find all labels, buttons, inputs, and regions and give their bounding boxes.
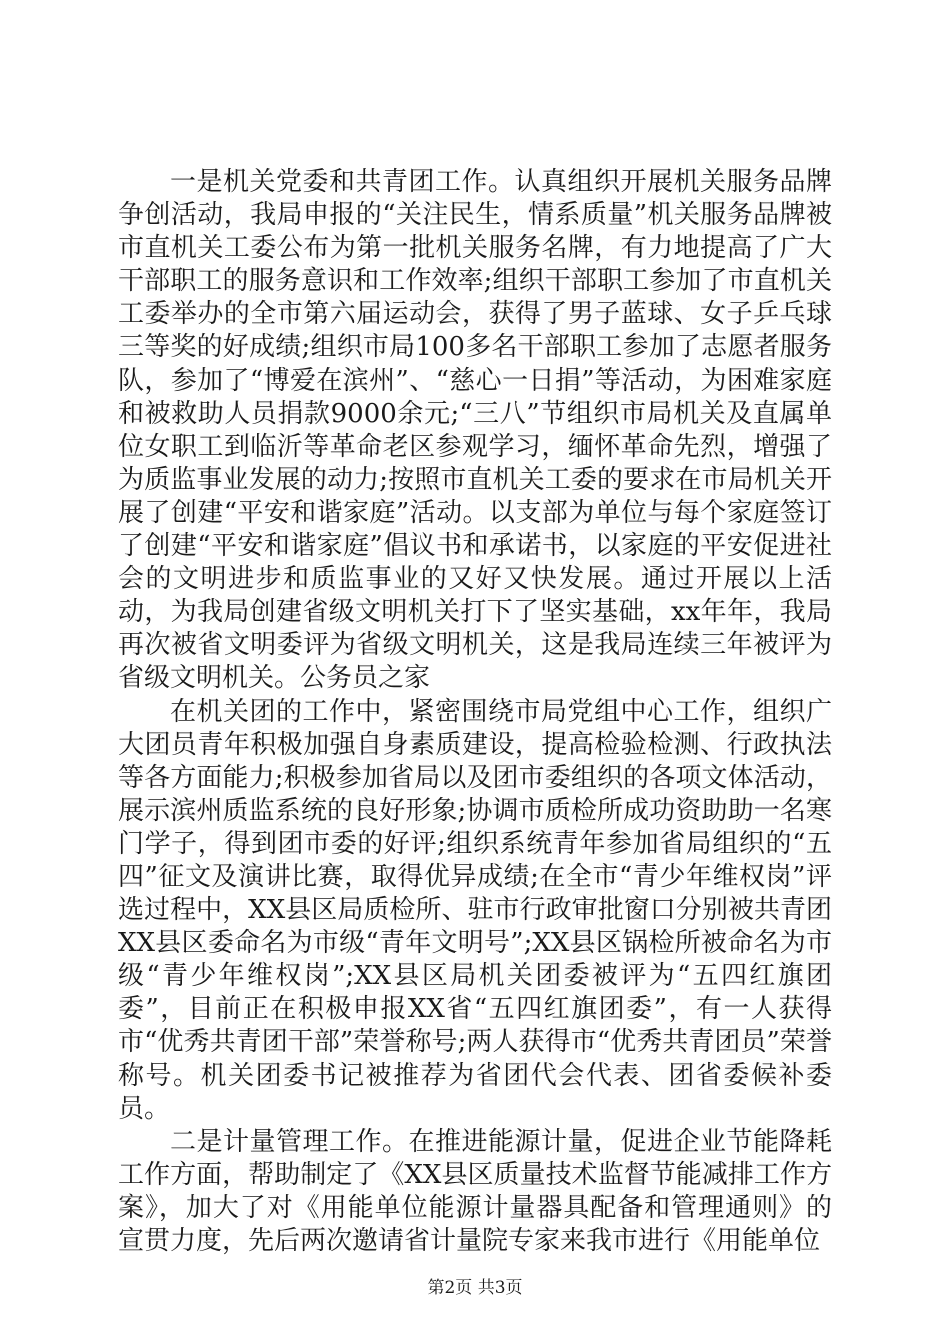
paragraph-metrology-work: 二是计量管理工作。在推进能源计量，促进企业节能降耗工作方面，帮助制定了《XX县区质量技术监督节能减排工作方案》，加大了对《用能单位能源计量器具配备和管理通则》的宣贯力度，先后两次邀请省计量院专家来我市进行《用能单位 [118, 1126, 832, 1256]
paragraph-party-youth-work: 一是机关党委和共青团工作。认真组织开展机关服务品牌争创活动，我局申报的“关注民生，情系质量”机关服务品牌被市直机关工委公布为第一批机关服务名牌，有力地提高了广大干部职工的服务意识和工作效率;组织干部职工参加了市直机关工委举办的全市第六届运动会，获得了男子蓝球、女子乒乓球三等奖的好成绩;组织市局100多名干部职工参加了志愿者服务队，参加了“博爱在滨州”、“慈心一日捐”等活动，为困难家庭和被救助人员捐款9000余元;“三八”节组织市局机关及直属单位女职工到临沂等革命老区参观学习，缅怀革命先烈，增强了为质监事业发展的动力;按照市直机关工委的要求在市局机关开展了创建“平安和谐家庭”活动。以支部为单位与每个家庭签订了创建“平安和谐家庭”倡议书和承诺书，以家庭的平安促进社会的文明进步和质监事业的又好又快发展。通过开展以上活动，为我局创建省级文明机关打下了坚实基础，xx年年，我局再次被省文明委评为省级文明机关，这是我局连续三年被评为省级文明机关。公务员之家 [118, 167, 832, 694]
page-footer: 第2页 共3页 [427, 1278, 523, 1298]
paragraph-youth-league-work: 在机关团的工作中，紧密围绕市局党组中心工作，组织广大团员青年积极加强自身素质建设，提高检验检测、行政执法等各方面能力;积极参加省局以及团市委组织的各项文体活动，展示滨州质监系统的良好形象;协调市质检所成功资助助一名寒门学子，得到团市委的好评;组织系统青年参加省局组织的“五四”征文及演讲比赛，取得优异成绩;在全市“青少年维权岗”评选过程中，XX县区局质检所、驻市行政审批窗口分别被共青团XX县区委命名为市级“青年文明号”;XX县区锅检所被命名为市级“青少年维权岗”;XX县区局机关团委被评为“五四红旗团委”，目前正在积极申报XX省“五四红旗团委”，有一人获得市“优秀共青团干部”荣誉称号;两人获得市“优秀共青团员”荣誉称号。机关团委书记被推荐为省团代会代表、团省委候补委员。 [118, 696, 832, 1124]
document-body [118, 166, 832, 1258]
